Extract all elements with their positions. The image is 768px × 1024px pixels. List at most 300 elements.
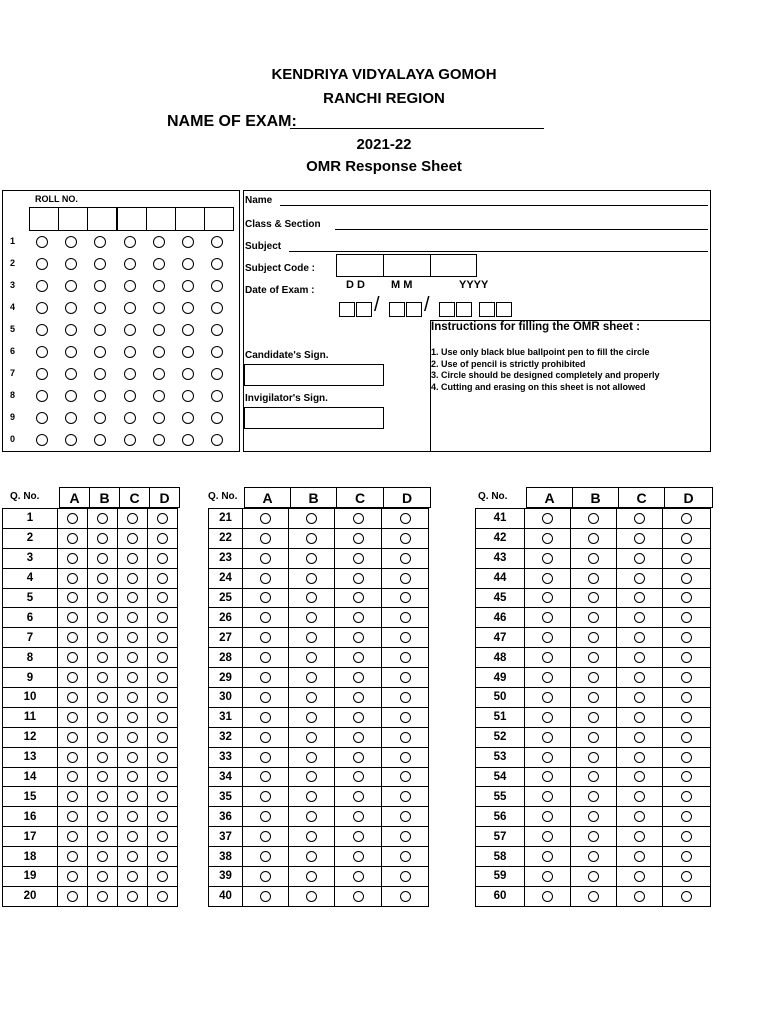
answer-bubble-a[interactable]	[542, 771, 553, 782]
roll-digit-box[interactable]	[87, 207, 117, 231]
answer-bubble-c[interactable]	[127, 553, 138, 564]
answer-bubble-d[interactable]	[681, 771, 692, 782]
answer-bubble-d[interactable]	[400, 871, 411, 882]
answer-bubble-b[interactable]	[588, 791, 599, 802]
date-digit-box[interactable]	[456, 302, 472, 317]
answer-bubble-d[interactable]	[400, 652, 411, 663]
roll-bubble[interactable]	[36, 258, 48, 270]
answer-bubble-c[interactable]	[353, 592, 364, 603]
answer-bubble-b[interactable]	[306, 692, 317, 703]
answer-bubble-b[interactable]	[306, 712, 317, 723]
answer-bubble-d[interactable]	[400, 752, 411, 763]
answer-bubble-c[interactable]	[353, 553, 364, 564]
roll-bubble[interactable]	[36, 324, 48, 336]
answer-bubble-b[interactable]	[306, 752, 317, 763]
roll-bubble[interactable]	[124, 412, 136, 424]
answer-bubble-b[interactable]	[588, 553, 599, 564]
answer-bubble-c[interactable]	[127, 752, 138, 763]
answer-bubble-c[interactable]	[353, 811, 364, 822]
answer-bubble-a[interactable]	[260, 732, 271, 743]
subject-code-box-1[interactable]	[336, 254, 384, 277]
answer-bubble-d[interactable]	[400, 791, 411, 802]
answer-bubble-b[interactable]	[306, 871, 317, 882]
answer-bubble-c[interactable]	[353, 732, 364, 743]
answer-bubble-c[interactable]	[634, 891, 645, 902]
answer-bubble-c[interactable]	[127, 791, 138, 802]
answer-bubble-c[interactable]	[634, 732, 645, 743]
answer-bubble-c[interactable]	[634, 632, 645, 643]
roll-bubble[interactable]	[124, 434, 136, 446]
roll-bubble[interactable]	[211, 236, 223, 248]
answer-bubble-b[interactable]	[588, 811, 599, 822]
roll-bubble[interactable]	[94, 434, 106, 446]
invigilator-sign-box[interactable]	[244, 407, 384, 429]
answer-bubble-d[interactable]	[681, 891, 692, 902]
date-digit-box[interactable]	[479, 302, 495, 317]
answer-bubble-b[interactable]	[97, 652, 108, 663]
answer-bubble-d[interactable]	[681, 871, 692, 882]
answer-bubble-d[interactable]	[157, 513, 168, 524]
answer-bubble-b[interactable]	[588, 871, 599, 882]
roll-bubble[interactable]	[182, 390, 194, 402]
answer-bubble-c[interactable]	[353, 672, 364, 683]
roll-bubble[interactable]	[94, 368, 106, 380]
answer-bubble-a[interactable]	[542, 732, 553, 743]
roll-bubble[interactable]	[153, 258, 165, 270]
roll-bubble[interactable]	[36, 412, 48, 424]
answer-bubble-d[interactable]	[157, 612, 168, 623]
roll-bubble[interactable]	[94, 390, 106, 402]
answer-bubble-a[interactable]	[67, 712, 78, 723]
answer-bubble-a[interactable]	[260, 533, 271, 544]
answer-bubble-c[interactable]	[127, 851, 138, 862]
answer-bubble-c[interactable]	[353, 612, 364, 623]
roll-bubble[interactable]	[36, 236, 48, 248]
answer-bubble-d[interactable]	[681, 513, 692, 524]
answer-bubble-a[interactable]	[67, 573, 78, 584]
answer-bubble-b[interactable]	[97, 612, 108, 623]
roll-bubble[interactable]	[65, 368, 77, 380]
answer-bubble-a[interactable]	[260, 652, 271, 663]
answer-bubble-d[interactable]	[681, 533, 692, 544]
answer-bubble-a[interactable]	[260, 513, 271, 524]
answer-bubble-a[interactable]	[260, 891, 271, 902]
answer-bubble-b[interactable]	[306, 811, 317, 822]
roll-digit-box[interactable]	[146, 207, 176, 231]
answer-bubble-b[interactable]	[97, 632, 108, 643]
answer-bubble-d[interactable]	[681, 692, 692, 703]
answer-bubble-b[interactable]	[97, 533, 108, 544]
answer-bubble-a[interactable]	[67, 632, 78, 643]
answer-bubble-d[interactable]	[157, 891, 168, 902]
date-digit-box[interactable]	[356, 302, 372, 317]
answer-bubble-d[interactable]	[157, 752, 168, 763]
answer-bubble-d[interactable]	[681, 732, 692, 743]
roll-bubble[interactable]	[94, 258, 106, 270]
roll-bubble[interactable]	[182, 434, 194, 446]
answer-bubble-a[interactable]	[67, 513, 78, 524]
answer-bubble-c[interactable]	[127, 632, 138, 643]
answer-bubble-c[interactable]	[634, 871, 645, 882]
answer-bubble-c[interactable]	[634, 851, 645, 862]
answer-bubble-a[interactable]	[260, 632, 271, 643]
answer-bubble-a[interactable]	[542, 811, 553, 822]
answer-bubble-a[interactable]	[542, 533, 553, 544]
answer-bubble-d[interactable]	[400, 573, 411, 584]
answer-bubble-c[interactable]	[634, 513, 645, 524]
answer-bubble-a[interactable]	[542, 652, 553, 663]
answer-bubble-a[interactable]	[67, 533, 78, 544]
answer-bubble-c[interactable]	[127, 612, 138, 623]
roll-bubble[interactable]	[182, 368, 194, 380]
answer-bubble-c[interactable]	[353, 871, 364, 882]
roll-bubble[interactable]	[124, 280, 136, 292]
answer-bubble-a[interactable]	[67, 612, 78, 623]
answer-bubble-d[interactable]	[400, 533, 411, 544]
roll-bubble[interactable]	[211, 280, 223, 292]
answer-bubble-c[interactable]	[127, 771, 138, 782]
roll-digit-box[interactable]	[58, 207, 88, 231]
answer-bubble-b[interactable]	[306, 553, 317, 564]
answer-bubble-d[interactable]	[681, 632, 692, 643]
answer-bubble-b[interactable]	[97, 831, 108, 842]
answer-bubble-b[interactable]	[588, 771, 599, 782]
roll-bubble[interactable]	[36, 280, 48, 292]
answer-bubble-b[interactable]	[97, 553, 108, 564]
answer-bubble-c[interactable]	[127, 732, 138, 743]
answer-bubble-b[interactable]	[306, 672, 317, 683]
answer-bubble-d[interactable]	[157, 592, 168, 603]
answer-bubble-b[interactable]	[97, 791, 108, 802]
roll-bubble[interactable]	[36, 346, 48, 358]
answer-bubble-b[interactable]	[588, 732, 599, 743]
answer-bubble-b[interactable]	[306, 652, 317, 663]
answer-bubble-d[interactable]	[681, 573, 692, 584]
answer-bubble-a[interactable]	[67, 831, 78, 842]
answer-bubble-a[interactable]	[260, 871, 271, 882]
date-digit-box[interactable]	[496, 302, 512, 317]
answer-bubble-d[interactable]	[400, 513, 411, 524]
answer-bubble-b[interactable]	[97, 712, 108, 723]
answer-bubble-b[interactable]	[588, 891, 599, 902]
answer-bubble-a[interactable]	[67, 791, 78, 802]
answer-bubble-d[interactable]	[681, 612, 692, 623]
answer-bubble-c[interactable]	[127, 592, 138, 603]
answer-bubble-d[interactable]	[157, 712, 168, 723]
roll-bubble[interactable]	[153, 302, 165, 314]
answer-bubble-b[interactable]	[588, 672, 599, 683]
class-section-field[interactable]	[335, 229, 708, 230]
answer-bubble-b[interactable]	[588, 831, 599, 842]
roll-bubble[interactable]	[94, 324, 106, 336]
answer-bubble-d[interactable]	[681, 851, 692, 862]
roll-bubble[interactable]	[124, 390, 136, 402]
answer-bubble-b[interactable]	[97, 732, 108, 743]
date-digit-box[interactable]	[389, 302, 405, 317]
answer-bubble-c[interactable]	[634, 811, 645, 822]
answer-bubble-d[interactable]	[157, 831, 168, 842]
answer-bubble-b[interactable]	[588, 533, 599, 544]
answer-bubble-c[interactable]	[634, 712, 645, 723]
answer-bubble-b[interactable]	[588, 712, 599, 723]
roll-bubble[interactable]	[94, 280, 106, 292]
answer-bubble-b[interactable]	[97, 573, 108, 584]
answer-bubble-b[interactable]	[588, 752, 599, 763]
answer-bubble-c[interactable]	[353, 692, 364, 703]
roll-bubble[interactable]	[94, 302, 106, 314]
roll-bubble[interactable]	[65, 302, 77, 314]
answer-bubble-b[interactable]	[588, 513, 599, 524]
answer-bubble-d[interactable]	[681, 652, 692, 663]
answer-bubble-a[interactable]	[67, 672, 78, 683]
answer-bubble-b[interactable]	[97, 752, 108, 763]
answer-bubble-d[interactable]	[400, 831, 411, 842]
answer-bubble-d[interactable]	[400, 891, 411, 902]
answer-bubble-d[interactable]	[400, 672, 411, 683]
roll-bubble[interactable]	[124, 302, 136, 314]
answer-bubble-b[interactable]	[306, 831, 317, 842]
answer-bubble-a[interactable]	[67, 871, 78, 882]
answer-bubble-a[interactable]	[542, 791, 553, 802]
answer-bubble-b[interactable]	[306, 573, 317, 584]
answer-bubble-c[interactable]	[127, 652, 138, 663]
exam-name-line[interactable]	[290, 128, 544, 129]
answer-bubble-b[interactable]	[588, 573, 599, 584]
answer-bubble-d[interactable]	[157, 652, 168, 663]
answer-bubble-c[interactable]	[127, 533, 138, 544]
answer-bubble-a[interactable]	[67, 771, 78, 782]
answer-bubble-c[interactable]	[634, 533, 645, 544]
answer-bubble-a[interactable]	[260, 553, 271, 564]
roll-bubble[interactable]	[65, 390, 77, 402]
roll-bubble[interactable]	[36, 302, 48, 314]
answer-bubble-d[interactable]	[157, 573, 168, 584]
roll-bubble[interactable]	[211, 346, 223, 358]
answer-bubble-a[interactable]	[260, 811, 271, 822]
answer-bubble-a[interactable]	[260, 851, 271, 862]
answer-bubble-c[interactable]	[634, 791, 645, 802]
roll-bubble[interactable]	[36, 390, 48, 402]
answer-bubble-b[interactable]	[97, 811, 108, 822]
answer-bubble-c[interactable]	[353, 851, 364, 862]
roll-bubble[interactable]	[65, 346, 77, 358]
roll-bubble[interactable]	[153, 390, 165, 402]
answer-bubble-c[interactable]	[634, 831, 645, 842]
answer-bubble-a[interactable]	[260, 791, 271, 802]
answer-bubble-c[interactable]	[353, 891, 364, 902]
date-digit-box[interactable]	[439, 302, 455, 317]
answer-bubble-b[interactable]	[588, 692, 599, 703]
answer-bubble-a[interactable]	[67, 811, 78, 822]
answer-bubble-a[interactable]	[542, 752, 553, 763]
answer-bubble-d[interactable]	[157, 771, 168, 782]
answer-bubble-c[interactable]	[353, 573, 364, 584]
roll-digit-box[interactable]	[204, 207, 234, 231]
answer-bubble-a[interactable]	[260, 752, 271, 763]
roll-bubble[interactable]	[153, 236, 165, 248]
answer-bubble-a[interactable]	[67, 553, 78, 564]
roll-bubble[interactable]	[124, 324, 136, 336]
answer-bubble-a[interactable]	[260, 692, 271, 703]
roll-bubble[interactable]	[65, 324, 77, 336]
answer-bubble-b[interactable]	[97, 891, 108, 902]
answer-bubble-d[interactable]	[157, 533, 168, 544]
answer-bubble-a[interactable]	[542, 851, 553, 862]
answer-bubble-c[interactable]	[634, 652, 645, 663]
roll-bubble[interactable]	[182, 258, 194, 270]
roll-bubble[interactable]	[182, 236, 194, 248]
answer-bubble-b[interactable]	[306, 612, 317, 623]
roll-bubble[interactable]	[36, 368, 48, 380]
answer-bubble-c[interactable]	[634, 553, 645, 564]
answer-bubble-d[interactable]	[400, 712, 411, 723]
roll-bubble[interactable]	[153, 412, 165, 424]
answer-bubble-c[interactable]	[127, 672, 138, 683]
answer-bubble-a[interactable]	[260, 771, 271, 782]
answer-bubble-c[interactable]	[634, 592, 645, 603]
answer-bubble-a[interactable]	[542, 612, 553, 623]
answer-bubble-b[interactable]	[588, 851, 599, 862]
roll-bubble[interactable]	[211, 368, 223, 380]
answer-bubble-a[interactable]	[542, 831, 553, 842]
answer-bubble-a[interactable]	[542, 513, 553, 524]
answer-bubble-a[interactable]	[542, 553, 553, 564]
roll-bubble[interactable]	[182, 302, 194, 314]
roll-bubble[interactable]	[211, 258, 223, 270]
roll-bubble[interactable]	[211, 412, 223, 424]
answer-bubble-d[interactable]	[681, 553, 692, 564]
answer-bubble-c[interactable]	[127, 811, 138, 822]
answer-bubble-c[interactable]	[634, 771, 645, 782]
answer-bubble-d[interactable]	[400, 851, 411, 862]
answer-bubble-b[interactable]	[588, 592, 599, 603]
answer-bubble-d[interactable]	[400, 692, 411, 703]
answer-bubble-d[interactable]	[400, 612, 411, 623]
roll-bubble[interactable]	[211, 390, 223, 402]
answer-bubble-b[interactable]	[306, 513, 317, 524]
answer-bubble-d[interactable]	[157, 851, 168, 862]
answer-bubble-a[interactable]	[542, 573, 553, 584]
answer-bubble-a[interactable]	[542, 891, 553, 902]
answer-bubble-b[interactable]	[306, 851, 317, 862]
answer-bubble-b[interactable]	[306, 771, 317, 782]
answer-bubble-d[interactable]	[681, 592, 692, 603]
roll-bubble[interactable]	[182, 280, 194, 292]
answer-bubble-d[interactable]	[157, 791, 168, 802]
answer-bubble-b[interactable]	[588, 632, 599, 643]
answer-bubble-b[interactable]	[306, 891, 317, 902]
answer-bubble-d[interactable]	[681, 712, 692, 723]
roll-bubble[interactable]	[65, 258, 77, 270]
answer-bubble-b[interactable]	[306, 732, 317, 743]
roll-bubble[interactable]	[153, 434, 165, 446]
answer-bubble-a[interactable]	[542, 692, 553, 703]
answer-bubble-c[interactable]	[353, 652, 364, 663]
answer-bubble-b[interactable]	[306, 632, 317, 643]
roll-bubble[interactable]	[182, 346, 194, 358]
answer-bubble-b[interactable]	[588, 652, 599, 663]
answer-bubble-c[interactable]	[127, 871, 138, 882]
answer-bubble-d[interactable]	[400, 811, 411, 822]
answer-bubble-b[interactable]	[306, 592, 317, 603]
roll-bubble[interactable]	[124, 346, 136, 358]
answer-bubble-d[interactable]	[157, 732, 168, 743]
roll-bubble[interactable]	[65, 434, 77, 446]
subject-field[interactable]	[289, 251, 708, 252]
roll-bubble[interactable]	[153, 280, 165, 292]
answer-bubble-a[interactable]	[67, 891, 78, 902]
answer-bubble-d[interactable]	[157, 553, 168, 564]
answer-bubble-c[interactable]	[127, 712, 138, 723]
roll-bubble[interactable]	[124, 258, 136, 270]
answer-bubble-a[interactable]	[542, 712, 553, 723]
answer-bubble-d[interactable]	[157, 871, 168, 882]
answer-bubble-d[interactable]	[681, 791, 692, 802]
date-digit-box[interactable]	[406, 302, 422, 317]
roll-bubble[interactable]	[65, 280, 77, 292]
answer-bubble-d[interactable]	[681, 831, 692, 842]
candidate-sign-box[interactable]	[244, 364, 384, 386]
answer-bubble-d[interactable]	[157, 811, 168, 822]
answer-bubble-c[interactable]	[127, 692, 138, 703]
answer-bubble-a[interactable]	[67, 752, 78, 763]
roll-bubble[interactable]	[94, 346, 106, 358]
answer-bubble-c[interactable]	[634, 573, 645, 584]
answer-bubble-d[interactable]	[400, 732, 411, 743]
answer-bubble-b[interactable]	[97, 692, 108, 703]
roll-bubble[interactable]	[36, 434, 48, 446]
answer-bubble-a[interactable]	[260, 573, 271, 584]
answer-bubble-a[interactable]	[542, 632, 553, 643]
answer-bubble-a[interactable]	[67, 732, 78, 743]
answer-bubble-c[interactable]	[127, 573, 138, 584]
roll-digit-box[interactable]	[117, 207, 147, 231]
answer-bubble-b[interactable]	[97, 851, 108, 862]
answer-bubble-a[interactable]	[67, 592, 78, 603]
answer-bubble-c[interactable]	[353, 791, 364, 802]
answer-bubble-c[interactable]	[127, 891, 138, 902]
answer-bubble-d[interactable]	[157, 672, 168, 683]
answer-bubble-a[interactable]	[67, 692, 78, 703]
answer-bubble-d[interactable]	[400, 632, 411, 643]
answer-bubble-b[interactable]	[97, 513, 108, 524]
roll-bubble[interactable]	[153, 368, 165, 380]
answer-bubble-b[interactable]	[97, 771, 108, 782]
subject-code-box-2[interactable]	[383, 254, 431, 277]
answer-bubble-c[interactable]	[353, 771, 364, 782]
answer-bubble-c[interactable]	[634, 752, 645, 763]
subject-code-box-3[interactable]	[430, 254, 477, 277]
answer-bubble-c[interactable]	[353, 632, 364, 643]
roll-bubble[interactable]	[211, 302, 223, 314]
answer-bubble-d[interactable]	[157, 632, 168, 643]
answer-bubble-c[interactable]	[127, 513, 138, 524]
answer-bubble-b[interactable]	[306, 791, 317, 802]
answer-bubble-a[interactable]	[260, 672, 271, 683]
answer-bubble-c[interactable]	[353, 752, 364, 763]
roll-bubble[interactable]	[124, 236, 136, 248]
answer-bubble-d[interactable]	[681, 811, 692, 822]
roll-bubble[interactable]	[153, 346, 165, 358]
answer-bubble-a[interactable]	[260, 612, 271, 623]
answer-bubble-b[interactable]	[97, 871, 108, 882]
roll-bubble[interactable]	[182, 324, 194, 336]
roll-digit-box[interactable]	[175, 207, 205, 231]
roll-bubble[interactable]	[211, 434, 223, 446]
answer-bubble-d[interactable]	[681, 672, 692, 683]
answer-bubble-c[interactable]	[634, 672, 645, 683]
roll-bubble[interactable]	[153, 324, 165, 336]
